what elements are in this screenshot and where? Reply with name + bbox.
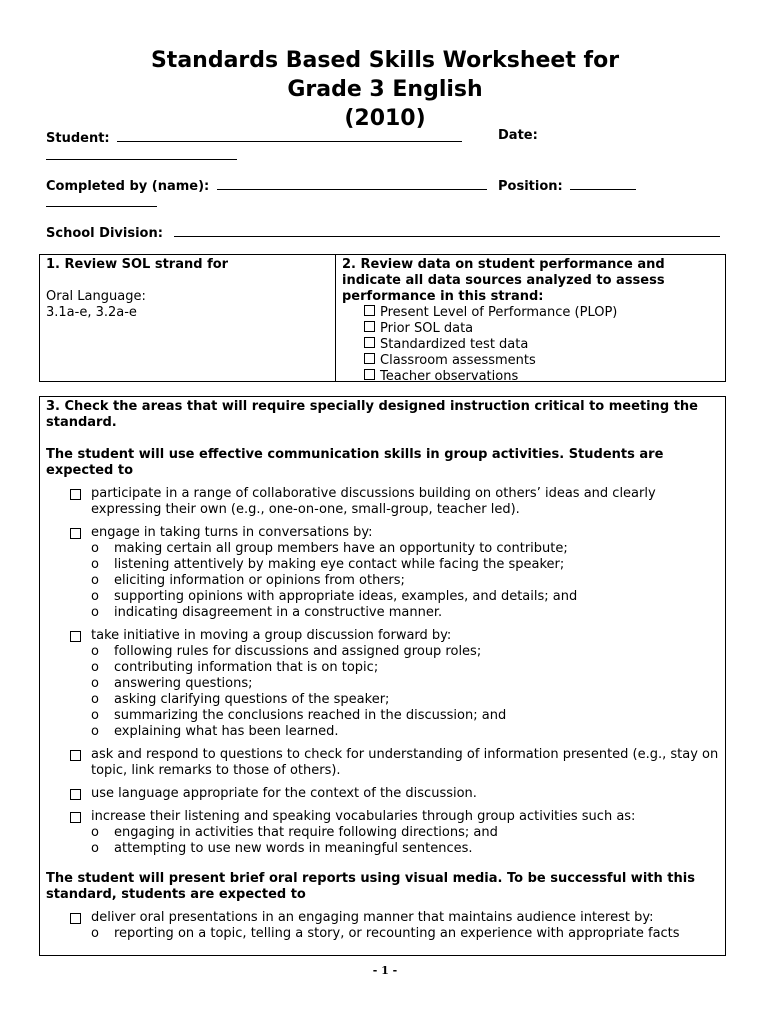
checklist-item[interactable] — [46, 786, 719, 802]
student-input-line[interactable] — [117, 128, 462, 142]
circle-bullet-icon: o — [91, 573, 99, 588]
checklist-item[interactable] — [46, 486, 719, 518]
sub-item-text: indicating disagreement in a constructive manner. — [114, 605, 443, 620]
sub-item — [46, 841, 719, 857]
source-item[interactable]: Classroom assessments — [342, 353, 719, 369]
circle-bullet-icon: o — [91, 557, 99, 572]
sub-item-text: eliciting information or opinions from others; — [114, 573, 405, 588]
completed-by-field-row — [46, 176, 487, 194]
sub-item — [46, 676, 719, 692]
checkbox-icon[interactable] — [364, 305, 375, 316]
date-label: Date: — [498, 128, 538, 143]
sub-item — [46, 724, 719, 740]
standard-2-heading: The student will present brief oral reports using visual media. To be successful with this standard, students are expected to — [46, 871, 695, 902]
circle-bullet-icon: o — [91, 841, 99, 856]
checkbox-icon[interactable] — [364, 337, 375, 348]
circle-bullet-icon: o — [91, 692, 99, 707]
title-line-3: (2010) — [344, 106, 426, 131]
sub-item-text: reporting on a topic, telling a story, or recounting an experience with appropriate facts — [114, 926, 680, 941]
position-label: Position: — [498, 179, 563, 194]
circle-bullet-icon: o — [91, 724, 99, 739]
checklist-item-text: participate in a range of collaborative discussions building on others’ ideas and clearly expressing their own (e.g., one-on-one, small-group, teacher led). — [91, 486, 656, 517]
date-field — [498, 128, 538, 143]
checklist-item-text: use language appropriate for the context of the discussion. — [91, 786, 477, 801]
checkbox-icon[interactable] — [70, 631, 81, 642]
school-division-input-line[interactable] — [174, 223, 720, 237]
sub-item — [46, 708, 719, 724]
circle-bullet-icon: o — [91, 708, 99, 723]
sub-item-text: making certain all group members have an opportunity to contribute; — [114, 541, 568, 556]
sub-item — [46, 825, 719, 841]
checklist-item[interactable] — [46, 628, 719, 644]
checklist-item-text: take initiative in moving a group discussion forward by: — [91, 628, 452, 643]
title-line-1: Standards Based Skills Worksheet for — [150, 48, 620, 73]
checklist-item-text: deliver oral presentations in an engaging manner that maintains audience interest by: — [91, 910, 654, 925]
checkbox-icon[interactable] — [364, 321, 375, 332]
review-table — [39, 254, 726, 382]
circle-bullet-icon: o — [91, 660, 99, 675]
strand-name: Oral Language: — [46, 289, 146, 304]
page-number: - 1 - — [372, 964, 398, 977]
sub-item-text: attempting to use new words in meaningful sentences. — [114, 841, 473, 856]
sub-item-text: following rules for discussions and assigned group roles; — [114, 644, 482, 659]
sub-item-text: explaining what has been learned. — [114, 724, 339, 739]
checkbox-icon[interactable] — [70, 750, 81, 761]
source-item[interactable]: Prior SOL data — [342, 321, 719, 337]
checklist-item[interactable] — [46, 809, 719, 825]
sub-item-text: contributing information that is on topic; — [114, 660, 379, 675]
sub-item-text: asking clarifying questions of the speaker; — [114, 692, 390, 707]
sub-item — [46, 589, 719, 605]
sub-item-text: listening attentively by making eye contact while facing the speaker; — [114, 557, 565, 572]
circle-bullet-icon: o — [91, 926, 99, 941]
source-item[interactable]: Standardized test data — [342, 337, 719, 353]
position-field-row — [498, 176, 636, 194]
checklist-item[interactable] — [46, 525, 719, 541]
student-field-row — [46, 128, 462, 146]
checkbox-icon[interactable] — [70, 812, 81, 823]
checklist-item-text: ask and respond to questions to check for understanding of information presented (e.g., stay on topic, link remarks to those of others). — [91, 747, 719, 778]
sub-item-text: summarizing the conclusions reached in the discussion; and — [114, 708, 507, 723]
section3-heading: 3. Check the areas that will require specially designed instruction critical to meeting the standard. — [46, 399, 698, 430]
specially-designed-instruction-box — [39, 396, 726, 956]
source-item[interactable]: Teacher observations — [342, 369, 719, 385]
circle-bullet-icon: o — [91, 676, 99, 691]
sub-item-text: engaging in activities that require following directions; and — [114, 825, 498, 840]
standard-1-items — [46, 486, 719, 857]
section1-heading: 1. Review SOL strand for — [46, 257, 229, 272]
review-sol-cell — [40, 255, 336, 381]
standard-1-heading: The student will use effective communication skills in group activities. Students are expected to — [46, 447, 664, 478]
sub-item — [46, 605, 719, 621]
checklist-item-text: engage in taking turns in conversations by: — [91, 525, 373, 540]
school-division-field-row — [46, 223, 720, 241]
circle-bullet-icon: o — [91, 541, 99, 556]
circle-bullet-icon: o — [91, 589, 99, 604]
sub-item — [46, 573, 719, 589]
completed-by-label: Completed by (name): — [46, 179, 210, 194]
circle-bullet-icon: o — [91, 605, 99, 620]
student-label: Student: — [46, 131, 110, 146]
sub-item-text: answering questions; — [114, 676, 253, 691]
sub-item — [46, 660, 719, 676]
checkbox-icon[interactable] — [70, 913, 81, 924]
standard-2-items — [46, 910, 719, 942]
checkbox-icon[interactable] — [364, 353, 375, 364]
checkbox-icon[interactable] — [364, 369, 375, 380]
checkbox-icon[interactable] — [70, 528, 81, 539]
sub-item — [46, 644, 719, 660]
data-sources-cell — [336, 255, 725, 384]
title-line-2: Grade 3 English — [287, 77, 483, 102]
date-input-line[interactable] — [46, 158, 237, 160]
checklist-item[interactable] — [46, 747, 719, 779]
checklist-item[interactable] — [46, 910, 719, 926]
completed-by-input-line[interactable] — [217, 176, 487, 190]
position-input-line-continued[interactable] — [46, 205, 157, 207]
sub-item — [46, 692, 719, 708]
strand-codes: 3.1a-e, 3.2a-e — [46, 305, 137, 320]
sub-item — [46, 557, 719, 573]
checklist-item-text: increase their listening and speaking vocabularies through group activities such as: — [91, 809, 636, 824]
worksheet-title — [0, 46, 770, 133]
school-division-label: School Division: — [46, 226, 163, 241]
circle-bullet-icon: o — [91, 644, 99, 659]
checkbox-icon[interactable] — [70, 789, 81, 800]
source-item[interactable]: Present Level of Performance (PLOP) — [342, 305, 719, 321]
sub-item — [46, 926, 719, 942]
circle-bullet-icon: o — [91, 825, 99, 840]
sub-item-text: supporting opinions with appropriate ideas, examples, and details; and — [114, 589, 578, 604]
position-input-line[interactable] — [570, 176, 636, 190]
sub-item — [46, 541, 719, 557]
section2-heading: 2. Review data on student performance and indicate all data sources analyzed to assess performance in this strand: — [342, 257, 665, 304]
checkbox-icon[interactable] — [70, 489, 81, 500]
